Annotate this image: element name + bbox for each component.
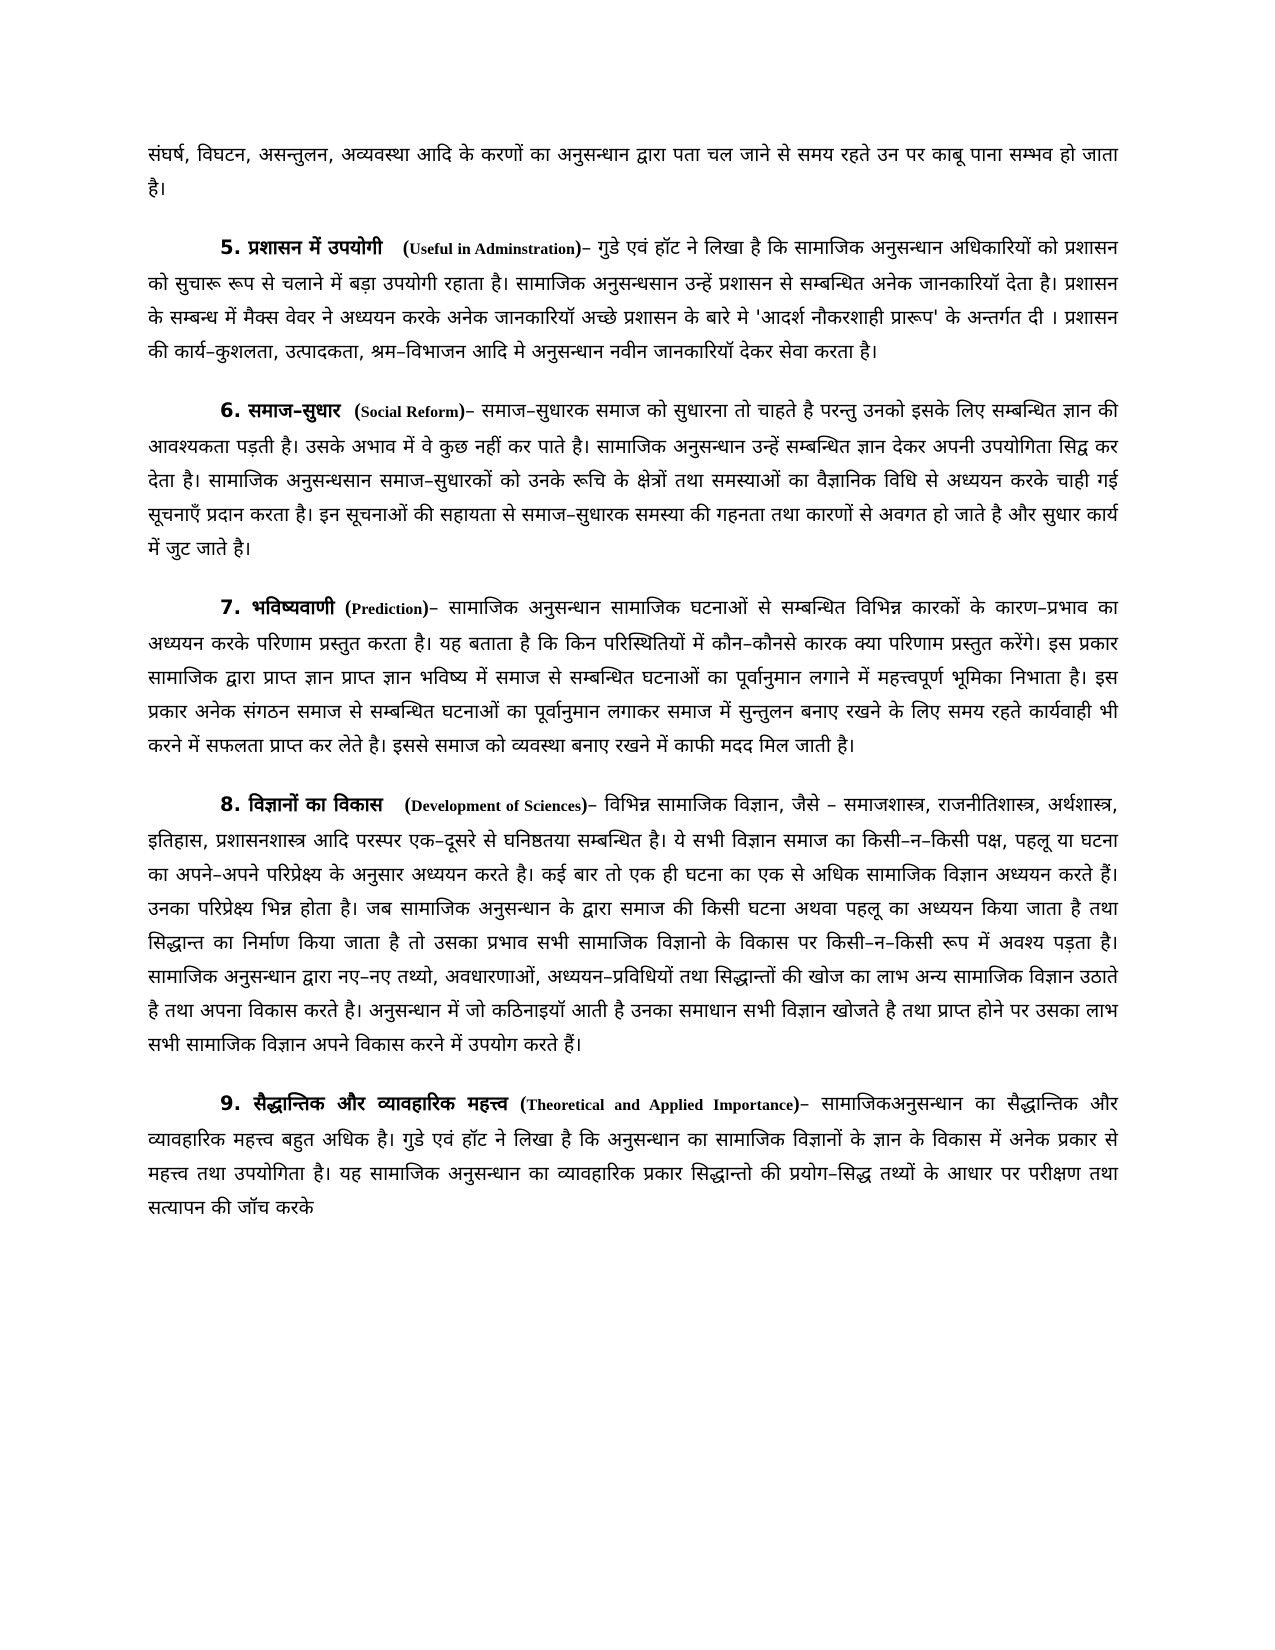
section-5-heading: 5. प्रशासन में उपयोगी [220, 236, 383, 259]
section-8-english-title: Development of Sciences [411, 798, 582, 815]
section-7-english-title: Prediction [351, 601, 423, 618]
section-8-paragraph: 8. विज्ञानों का विकास (Development of Sciences)– विभिन्न सामाजिक विज्ञान, जैसे – समाजशास्त्र, राजनीतिशास्त्र, अर्थशास्त्र, इतिहास, प्रशासनशास्त्र आदि परस्पर एक–दूसरे से घनिष्ठतया सम्बन्धित है। ये सभी विज्ञान समाज का किसी–न–किसी पक्ष, पहलू या घटना का अपने–अपने परिप्रेक्ष्य के अनुसार अध्ययन करते है। कई बार तो एक ही घटना का एक से अधिक सामाजिक विज्ञान अध्ययन करते हैं। उनका परिप्रेक्ष्य भिन्न होता है। जब सामाजिक अनुसन्धान के द्वारा समाज की किसी घटना अथवा पहलू का अध्ययन किया जाता है तथा सिद्धान्त का निर्माण किया जाता है तो उसका प्रभाव सभी सामाजिक विज्ञानो के विकास पर किसी–न–किसी रूप में अवश्य पड़ता है। सामाजिक अनुसन्धान द्वारा नए–नए तथ्यो, अवधारणाओं, अध्ययन–प्रविधियों तथा सिद्धान्तों की खोज का लाभ अन्य सामाजिक विज्ञान उठाते है तथा अपना विकास करते है। अनुसन्धान में जो कठिनाइयॉ आती है उनका समाधान सभी विज्ञान खोजते है तथा प्राप्त होने पर उसका लाभ सभी सामाजिक विज्ञान अपने विकास करने में उपयोग करते हैं। [148, 793, 1118, 1056]
section-5-paragraph: 5. प्रशासन में उपयोगी (Useful in Adminstration)– गुडे एवं हॉट ने लिखा है कि सामाजिक अनुसन्धान अधिकारियों को प्रशासन को सुचारू रूप से चलाने में बड़ा उपयोगी रहाता है। सामाजिक अनुसन्धसान उन्हें प्रशासन से सम्बन्धित अनेक जानकारियॉ देता है। प्रशासन के सम्बन्ध में मैक्स वेवर ने अध्ययन करके अनेक जानकारियॉ अच्छे प्रशासन के बारे मे 'आदर्श नौकरशाही प्रारूप' के अन्तर्गत दी । प्रशासन की कार्य–कुशलता, उत्पादकता, श्रम–विभाजन आदि मे अनुसन्धान नवीन जानकारियॉ देकर सेवा करता है। [148, 236, 1118, 363]
section-8-body: – विभिन्न सामाजिक विज्ञान, जैसे – समाजशास्त्र, राजनीतिशास्त्र, अर्थशास्त्र, इतिहास, प्रशासनशास्त्र आदि परस्पर एक–दूसरे से घनिष्ठतया सम्बन्धित है। ये सभी विज्ञान समाज का किसी–न–किसी पक्ष, पहलू या घटना का अपने–अपने परिप्रेक्ष्य के अनुसार अध्ययन करते है। कई बार तो एक ही घटना का एक से अधिक सामाजिक विज्ञान अध्ययन करते हैं। उनका परिप्रेक्ष्य भिन्न होता है। जब सामाजिक अनुसन्धान के द्वारा समाज की किसी घटना अथवा पहलू का अध्ययन किया जाता है तथा सिद्धान्त का निर्माण किया जाता है तो उसका प्रभाव सभी सामाजिक विज्ञानो के विकास पर किसी–न–किसी रूप में अवश्य पड़ता है। सामाजिक अनुसन्धान द्वारा नए–नए तथ्यो, अवधारणाओं, अध्ययन–प्रविधियों तथा सिद्धान्तों की खोज का लाभ अन्य सामाजिक विज्ञान उठाते है तथा अपना विकास करते है। अनुसन्धान में जो कठिनाइयॉ आती है उनका समाधान सभी विज्ञान खोजते है तथा प्राप्त होने पर उसका लाभ सभी सामाजिक विज्ञान अपने विकास करने में उपयोग करते हैं। [148, 793, 1118, 1056]
intro-paragraph: संघर्ष, विघटन, असन्तुलन, अव्यवस्था आदि के करणों का अनुसन्धान द्वारा पता चल जाने से समय रहते उन पर काबू पाना सम्भव हो जाता है। [148, 143, 1118, 200]
section-7-body: – सामाजिक अनुसन्धान सामाजिक घटनाओं से सम्बन्धित विभिन्न कारकों के कारण–प्रभाव का अध्ययन करके परिणाम प्रस्तुत करता है। यह बताता है कि किन परिस्थितियों में कौन–कौनसे कारक क्या परिणाम प्रस्तुत करेंगे। इस प्रकार सामाजिक द्वारा प्राप्त ज्ञान प्राप्त ज्ञान भविष्य में समाज से सम्बन्धित घटनाओं का पूर्वानुमान लगाने में महत्त्वपूर्ण भूमिका निभाता है। इस प्रकार अनेक संगठन समाज से सम्बन्धित घटनाओं का पूर्वानुमान लगाकर समाज में सुन्तुलन बनाए रखने के लिए समय रहते कार्यवाही भी करने में सफलता प्राप्त कर लेते है। इससे समाज को व्यवस्था बनाए रखने में काफी मदद मिल जाती है। [148, 596, 1118, 757]
section-6-body: – समाज–सुधारक समाज को सुधारना तो चाहते है परन्तु उनको इसके लिए सम्बन्धित ज्ञान की आवश्यकता पड़ती है। उसके अभाव में वे कुछ नहीं कर पाते है। सामाजिक अनुसन्धान उन्हें सम्बन्धित ज्ञान देकर अपनी उपयोगिता सिद्व कर देता है। सामाजिक अनुसन्धसान समाज–सुधारकों को उनके रूचि के क्षेत्रों तथा समस्याओं का वैज्ञानिक विधि से अध्ययन करके चाही गई सूचनाएँ प्रदान करता है। इन सूचनाओं की सहायता से समाज–सुधारक समस्या की गहनता तथा कारणों से अवगत हो जाते है और सुधार कार्य में जुट जाते है। [148, 399, 1119, 560]
section-6-english-title: Social Reform [360, 404, 459, 421]
section-6-heading: 6. समाज–सुधार [220, 399, 341, 422]
section-6-paragraph: 6. समाज–सुधार (Social Reform)– समाज–सुधारक समाज को सुधारना तो चाहते है परन्तु उनको इसके लिए सम्बन्धित ज्ञान की आवश्यकता पड़ती है। उसके अभाव में वे कुछ नहीं कर पाते है। सामाजिक अनुसन्धान उन्हें सम्बन्धित ज्ञान देकर अपनी उपयोगिता सिद्व कर देता है। सामाजिक अनुसन्धसान समाज–सुधारकों को उनके रूचि के क्षेत्रों तथा समस्याओं का वैज्ञानिक विधि से अध्ययन करके चाही गई सूचनाएँ प्रदान करता है। इन सूचनाओं की सहायता से समाज–सुधारक समस्या की गहनता तथा कारणों से अवगत हो जाते है और सुधार कार्य में जुट जाते है। [148, 399, 1119, 560]
section-9-body: – सामाजिकअनुसन्धान का सैद्धान्तिक और व्यावहारिक महत्त्व बहुत अधिक है। गुडे एवं हॉट ने लिखा है कि अनुसन्धान का सामाजिक विज्ञानों के ज्ञान के विकास में अनेक प्रकार से महत्त्व तथा उपयोगिता है। यह सामाजिक अनुसन्धान का व्यावहारिक प्रकार सिद्धान्तो की प्रयोग–सिद्ध तथ्यों के आधार पर परीक्षण तथा सत्यापन की जॉच करके [148, 1092, 1118, 1219]
section-5-body: – गुडे एवं हॉट ने लिखा है कि सामाजिक अनुसन्धान अधिकारियों को प्रशासन को सुचारू रूप से चलाने में बड़ा उपयोगी रहाता है। सामाजिक अनुसन्धसान उन्हें प्रशासन से सम्बन्धित अनेक जानकारियॉ देता है। प्रशासन के सम्बन्ध में मैक्स वेवर ने अध्ययन करके अनेक जानकारियॉ अच्छे प्रशासन के बारे मे 'आदर्श नौकरशाही प्रारूप' के अन्तर्गत दी । प्रशासन की कार्य–कुशलता, उत्पादकता, श्रम–विभाजन आदि मे अनुसन्धान नवीन जानकारियॉ देकर सेवा करता है। [148, 236, 1118, 363]
section-9-english-title: Theoretical and Applied Importance [526, 1097, 794, 1114]
section-9-heading: 9. सैद्धान्तिक और व्यावहारिक महत्त्व [220, 1092, 509, 1115]
section-5-english-title: Useful in Adminstration [409, 241, 575, 258]
section-7-heading: 7. भविष्यवाणी [220, 596, 335, 619]
document-page [148, 138, 1118, 1250]
section-8-heading: 8. विज्ञानों का विकास [220, 793, 383, 816]
section-7-paragraph: 7. भविष्यवाणी (Prediction)– सामाजिक अनुसन्धान सामाजिक घटनाओं से सम्बन्धित विभिन्न कारकों के कारण–प्रभाव का अध्ययन करके परिणाम प्रस्तुत करता है। यह बताता है कि किन परिस्थितियों में कौन–कौनसे कारक क्या परिणाम प्रस्तुत करेंगे। इस प्रकार सामाजिक द्वारा प्राप्त ज्ञान प्राप्त ज्ञान भविष्य में समाज से सम्बन्धित घटनाओं का पूर्वानुमान लगाने में महत्त्वपूर्ण भूमिका निभाता है। इस प्रकार अनेक संगठन समाज से सम्बन्धित घटनाओं का पूर्वानुमान लगाकर समाज में सुन्तुलन बनाए रखने के लिए समय रहते कार्यवाही भी करने में सफलता प्राप्त कर लेते है। इससे समाज को व्यवस्था बनाए रखने में काफी मदद मिल जाती है। [148, 596, 1118, 757]
section-9-paragraph: 9. सैद्धान्तिक और व्यावहारिक महत्त्व (Theoretical and Applied Importance)– सामाजिकअनुसन्धान का सैद्धान्तिक और व्यावहारिक महत्त्व बहुत अधिक है। गुडे एवं हॉट ने लिखा है कि अनुसन्धान का सामाजिक विज्ञानों के ज्ञान के विकास में अनेक प्रकार से महत्त्व तथा उपयोगिता है। यह सामाजिक अनुसन्धान का व्यावहारिक प्रकार सिद्धान्तो की प्रयोग–सिद्ध तथ्यों के आधार पर परीक्षण तथा सत्यापन की जॉच करके [148, 1092, 1118, 1219]
